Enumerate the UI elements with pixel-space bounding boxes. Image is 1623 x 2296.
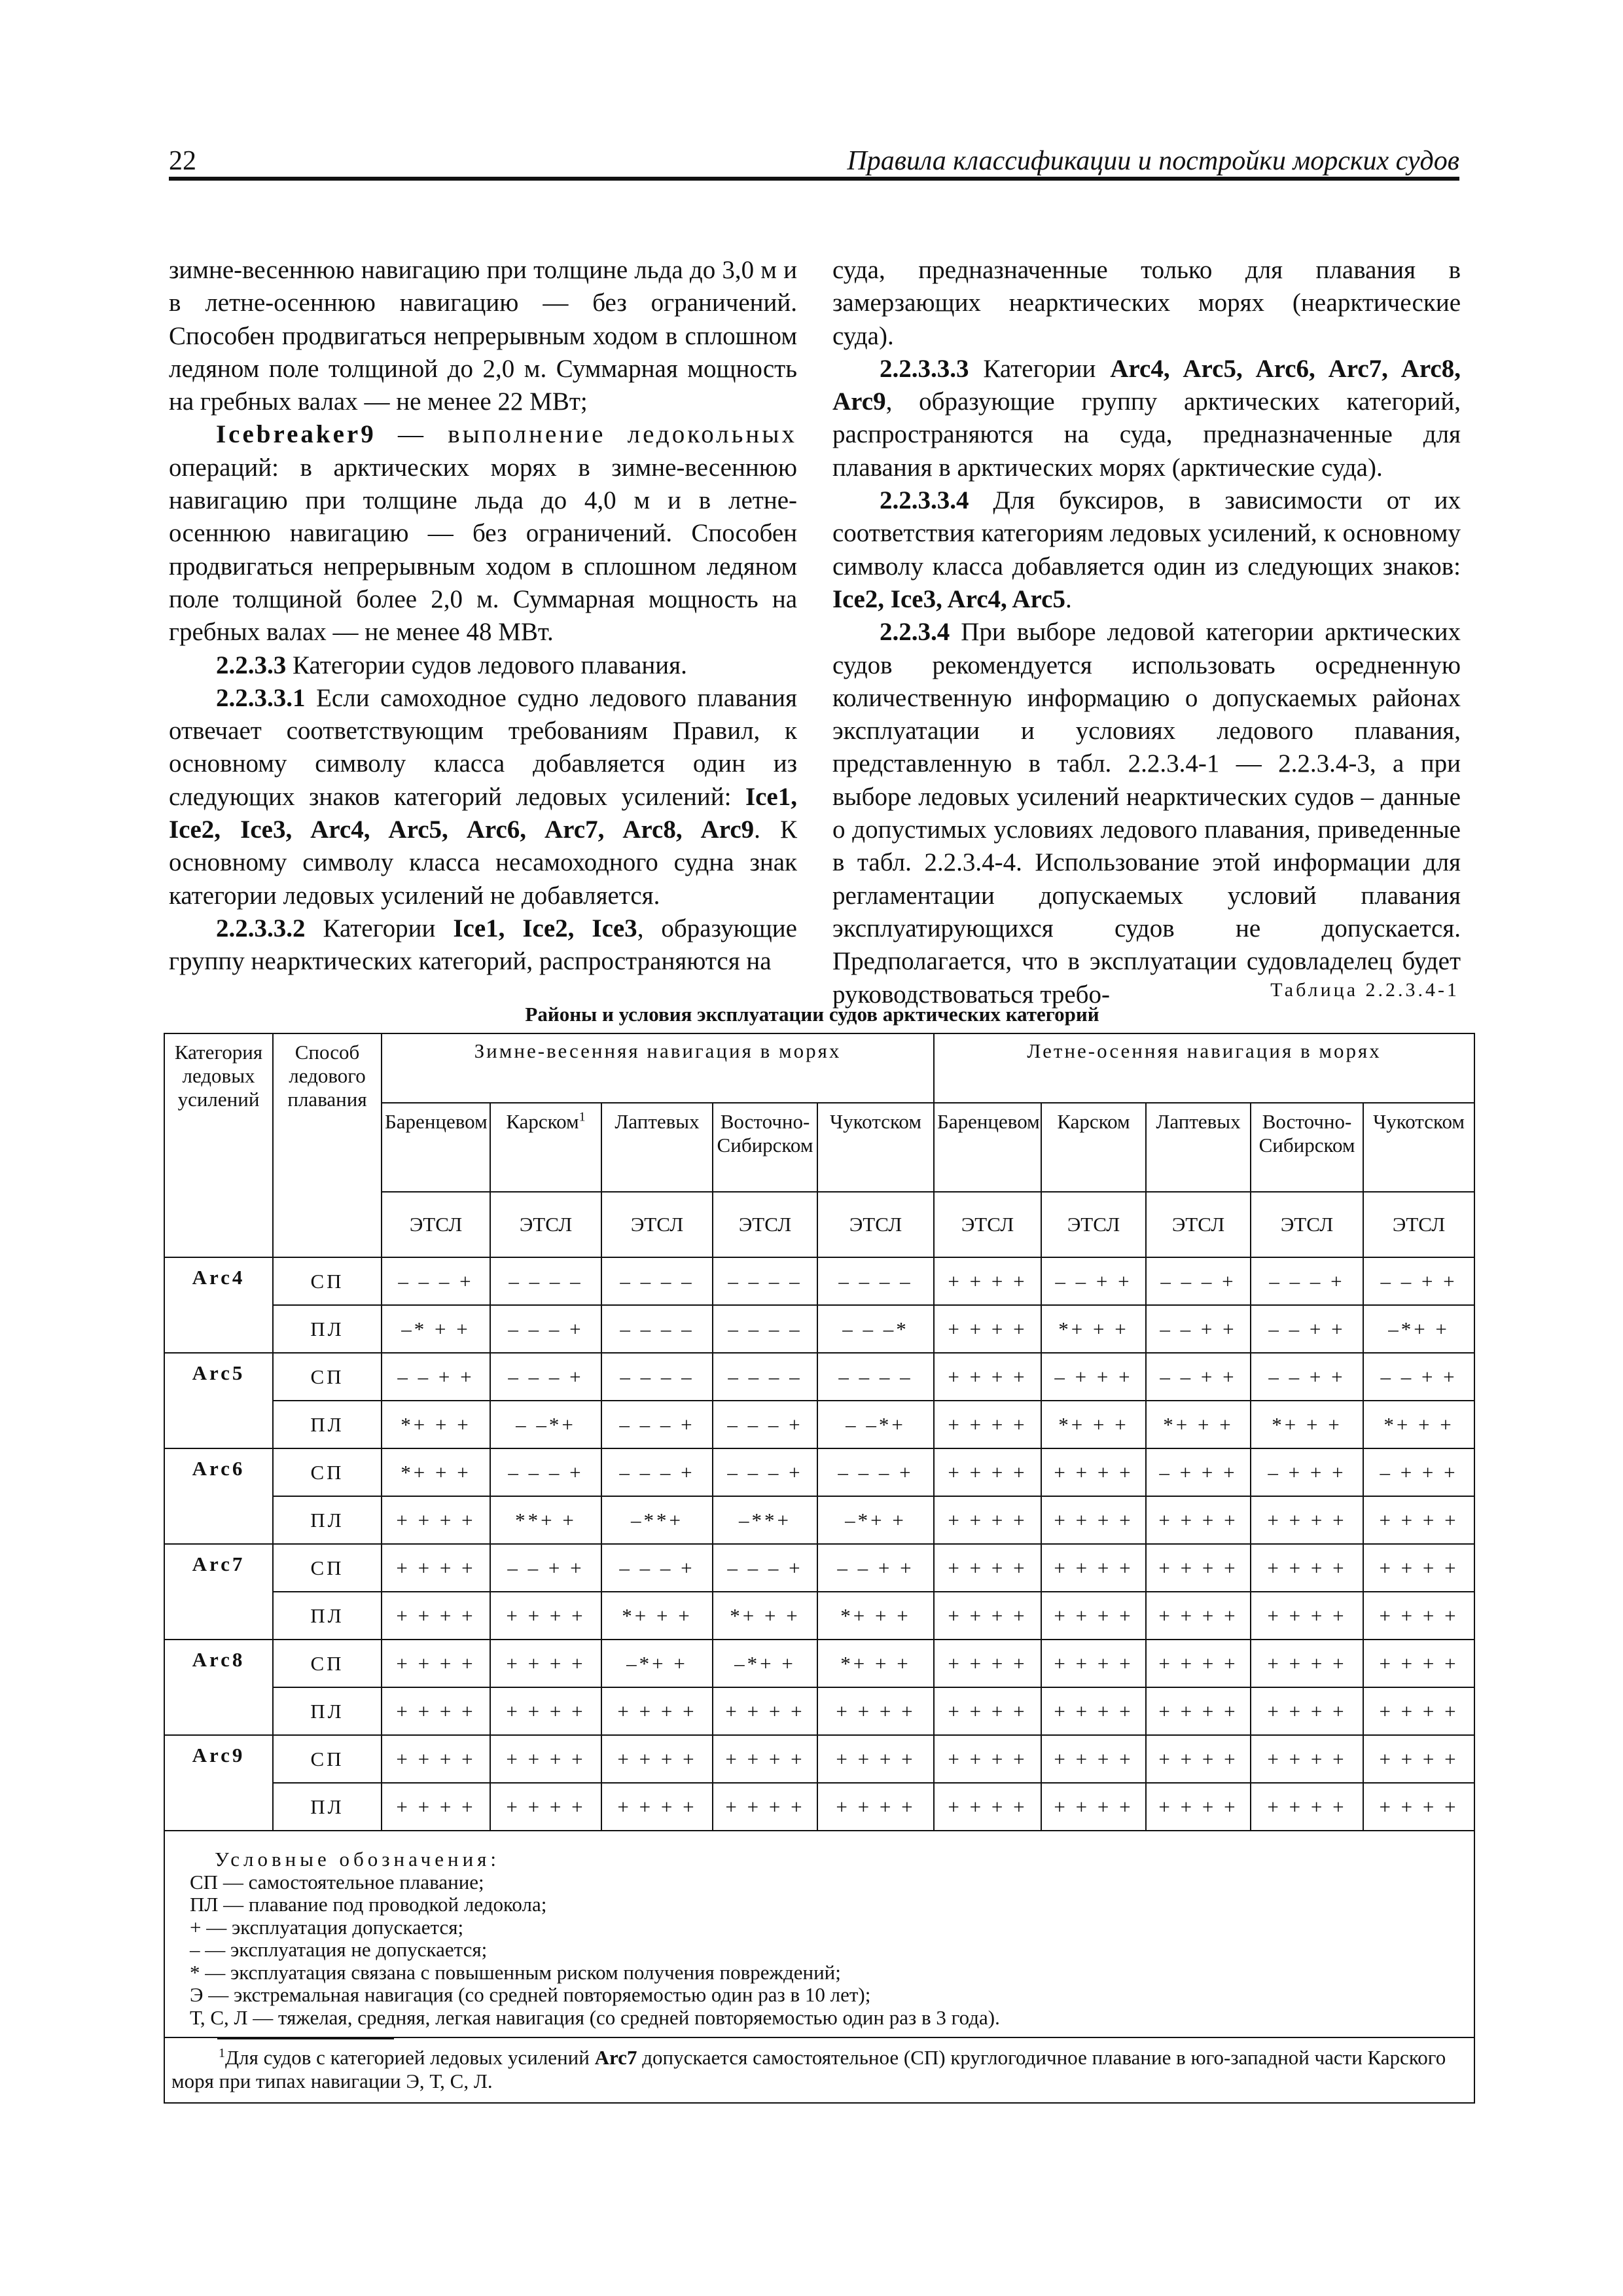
value-cell: *+ + +: [713, 1592, 817, 1640]
value-cell: + + + +: [934, 1783, 1041, 1831]
value-cell: – – – +: [817, 1448, 934, 1496]
value-cell: **+ +: [490, 1496, 601, 1544]
value-cell: *+ + +: [382, 1448, 490, 1496]
sea-name: Восточно-Сибирском: [717, 1110, 813, 1157]
paragraph-text: . К основному символу класса несамоходного судна знак категории ледовых усилений не добавляется.: [169, 816, 797, 910]
value-cell: –* + +: [382, 1305, 490, 1353]
value-cell: + + + +: [1251, 1783, 1363, 1831]
value-cell: *+ + +: [1363, 1401, 1474, 1448]
value-cell: – – – –: [490, 1257, 601, 1305]
legend-item: СП — самостоятельное плавание;: [190, 1870, 484, 1893]
sea-name: Баренцевом: [937, 1110, 1040, 1133]
value-cell: + + + +: [1363, 1592, 1474, 1640]
value-cell: – – + +: [1251, 1305, 1363, 1353]
value-cell: + + + +: [817, 1783, 934, 1831]
value-cell: – – – –: [817, 1353, 934, 1401]
footnote-category: Arc7: [594, 2046, 637, 2069]
method-cell: СП: [273, 1257, 382, 1305]
nav-type-cell: ЭТСЛ: [382, 1192, 490, 1257]
sea-name: Карском: [506, 1110, 579, 1133]
value-cell: + + + +: [817, 1687, 934, 1735]
value-cell: + + + +: [934, 1544, 1041, 1592]
table-row: [164, 1687, 1474, 1735]
section-number: 2.2.3.4: [880, 618, 950, 647]
paragraph-2-2-3-3-1: [169, 682, 797, 912]
value-cell: + + + +: [1251, 1735, 1363, 1783]
category-cell: Arc8: [164, 1640, 273, 1735]
value-cell: + + + +: [1363, 1687, 1474, 1735]
value-cell: + + + +: [1363, 1496, 1474, 1544]
paragraph: зимне-весеннюю навигацию при толщине льда до 3,0 м и в летне-осеннюю навигацию — без ограничений. Способен продвигаться непрерывным ходом в сплошном ледяном поле толщиной до 2,0 м. Суммарная мощность на гребных валах — не менее 22 МВт;: [169, 256, 797, 416]
value-cell: + + + +: [490, 1687, 601, 1735]
value-cell: – – – –: [817, 1257, 934, 1305]
sea-header-cell: [817, 1103, 934, 1192]
value-cell: – – – –: [601, 1305, 713, 1353]
value-cell: + + + +: [1041, 1448, 1146, 1496]
section-number: 2.2.3.3.2: [216, 914, 306, 942]
value-cell: –**+: [601, 1496, 713, 1544]
sea-header-cell: [934, 1103, 1041, 1192]
value-cell: *+ + +: [1041, 1305, 1146, 1353]
sea-header-cell: [1363, 1103, 1474, 1192]
value-cell: – – + +: [1363, 1353, 1474, 1401]
table-title: Районы и условия эксплуатации судов арктических категорий: [525, 1003, 1099, 1026]
method-cell: СП: [273, 1544, 382, 1592]
section-number: 2.2.3.3.4: [880, 486, 969, 515]
method-cell: ПЛ: [273, 1592, 382, 1640]
nav-type-cell: ЭТСЛ: [1041, 1192, 1146, 1257]
value-cell: – – – +: [713, 1448, 817, 1496]
sea-header-cell: [601, 1103, 713, 1192]
category-list: Ice1, Ice2, Ice3: [453, 914, 637, 942]
value-cell: *+ + +: [1041, 1401, 1146, 1448]
value-cell: + + + +: [817, 1735, 934, 1783]
value-cell: + + + +: [1251, 1640, 1363, 1687]
paragraph-icebreaker9: [169, 418, 797, 649]
section-number: 2.2.3.3.3: [880, 354, 969, 383]
method-cell: СП: [273, 1353, 382, 1401]
header-summer-navigation: Летне-осенняя навигация в морях: [934, 1033, 1474, 1103]
legend-item: * — эксплуатация связана с повышенным риском получения повреждений;: [190, 1960, 841, 1984]
value-cell: – – + +: [1363, 1257, 1474, 1305]
footnote-rule: [217, 2038, 394, 2039]
value-cell: + + + +: [1041, 1735, 1146, 1783]
table-row: [164, 1305, 1474, 1353]
value-cell: *+ + +: [1251, 1401, 1363, 1448]
method-cell: СП: [273, 1448, 382, 1496]
value-cell: – – – –: [601, 1257, 713, 1305]
paragraph-text: .: [1065, 584, 1072, 613]
value-cell: – – – +: [490, 1448, 601, 1496]
table-row: [164, 1353, 1474, 1401]
table-row: [164, 1401, 1474, 1448]
value-cell: + + + +: [1146, 1735, 1251, 1783]
value-cell: + + + +: [382, 1544, 490, 1592]
nav-type-cell: ЭТСЛ: [1363, 1192, 1474, 1257]
value-cell: + + + +: [490, 1783, 601, 1831]
value-cell: – – – +: [601, 1544, 713, 1592]
paragraph-text: , образующие группу неарктических категорий, распространяются на: [169, 914, 797, 976]
sea-header-cell: [1041, 1103, 1146, 1192]
value-cell: + + + +: [490, 1640, 601, 1687]
value-cell: *+ + +: [817, 1592, 934, 1640]
table-row: [164, 1544, 1474, 1592]
table-row: [164, 1735, 1474, 1783]
value-cell: –*+ +: [817, 1496, 934, 1544]
header-winter-navigation: Зимне-весенняя навигация в морях: [382, 1033, 934, 1103]
value-cell: + + + +: [934, 1353, 1041, 1401]
value-cell: + + + +: [382, 1735, 490, 1783]
legend-row: [164, 1831, 1474, 2037]
value-cell: – – + +: [1251, 1353, 1363, 1401]
category-cell: Arc7: [164, 1544, 273, 1640]
method-cell: СП: [273, 1640, 382, 1687]
sea-name: Лаптевых: [615, 1110, 700, 1133]
nav-type-cell: ЭТСЛ: [490, 1192, 601, 1257]
value-cell: + + + +: [934, 1305, 1041, 1353]
legend-item: – — эксплуатация не допускается;: [190, 1938, 488, 1961]
value-cell: + + + +: [1363, 1783, 1474, 1831]
value-cell: –*+ +: [1363, 1305, 1474, 1353]
header-category: Категория ледовых усилений: [164, 1033, 273, 1257]
value-cell: – – – +: [490, 1305, 601, 1353]
table-row: [164, 1640, 1474, 1687]
value-cell: – – –*: [817, 1305, 934, 1353]
sea-name: Чукотском: [830, 1110, 921, 1133]
method-cell: ПЛ: [273, 1305, 382, 1353]
value-cell: *+ + +: [1146, 1401, 1251, 1448]
paragraph-2-2-3-3-3: [832, 353, 1461, 484]
nav-type-cell: ЭТСЛ: [934, 1192, 1041, 1257]
value-cell: – – – –: [601, 1353, 713, 1401]
value-cell: + + + +: [1041, 1640, 1146, 1687]
value-cell: + + + +: [934, 1640, 1041, 1687]
value-cell: –*+ +: [713, 1640, 817, 1687]
value-cell: + + + +: [1251, 1592, 1363, 1640]
sea-name: Лаптевых: [1156, 1110, 1241, 1133]
method-cell: ПЛ: [273, 1496, 382, 1544]
table-row: [164, 1257, 1474, 1305]
value-cell: – – + +: [1041, 1257, 1146, 1305]
ice-class-table: [164, 1033, 1475, 2104]
paragraph-text: операций: в арктических морях в зимне-весеннюю навигацию при толщине льда до 4,0 м и в летне-осеннюю навигацию — без ограничений. Способен продвигаться непрерывным ходом в сплошном ледяном поле толщиной более 2,0 м. Суммарная мощность на гребных валах — не менее 48 МВт.: [169, 453, 797, 647]
value-cell: + + + +: [934, 1735, 1041, 1783]
method-cell: ПЛ: [273, 1783, 382, 1831]
value-cell: + + + +: [382, 1687, 490, 1735]
value-cell: – – – +: [713, 1544, 817, 1592]
sea-name: Баренцевом: [385, 1110, 488, 1133]
value-cell: – – – +: [601, 1448, 713, 1496]
value-cell: + + + +: [713, 1687, 817, 1735]
table-header-row: [164, 1033, 1474, 1103]
value-cell: + + + +: [1041, 1592, 1146, 1640]
value-cell: – –*+: [817, 1401, 934, 1448]
paragraph-2-2-3-3-4: [832, 484, 1461, 616]
paragraph-text: Если самоходное судно ледового плавания отвечает соответствующим требованиям Правил, к основному символу класса добавляется один из следующих знаков категорий ледовых усилений:: [169, 683, 797, 811]
footnote-mark: 1: [579, 1109, 586, 1124]
method-cell: ПЛ: [273, 1687, 382, 1735]
category-list: Ice2, Ice3, Arc4, Arc5: [832, 584, 1065, 613]
sea-name: Чукотском: [1373, 1110, 1465, 1133]
paragraph-text: — выполнение ледокольных: [376, 420, 797, 449]
value-cell: + + + +: [713, 1783, 817, 1831]
paragraph: суда, предназначенные только для плавания в замерзающих неарктических морях (неарктические суда).: [832, 256, 1461, 350]
paragraph-2-2-3-3: [169, 649, 797, 682]
category-list: Ice1, Ice2, Ice3, Arc4, Arc5, Arc6, Arc7, Arc8, Arc9: [169, 782, 797, 844]
value-cell: – –*+: [490, 1401, 601, 1448]
value-cell: – – – +: [713, 1401, 817, 1448]
value-cell: + + + +: [1041, 1496, 1146, 1544]
left-column: [169, 254, 797, 978]
section-number: 2.2.3.3: [216, 651, 287, 679]
legend-item: Т, С, Л — тяжелая, средняя, легкая навигация (со средней повторяемостью один раз в 3 года).: [190, 2005, 1000, 2029]
table-body: [164, 1033, 1474, 2103]
value-cell: – – + +: [1146, 1353, 1251, 1401]
value-cell: – – – –: [713, 1257, 817, 1305]
sea-header-cell: [713, 1103, 817, 1192]
category-cell: Arc6: [164, 1448, 273, 1544]
value-cell: + + + +: [1251, 1496, 1363, 1544]
value-cell: – – + +: [1146, 1305, 1251, 1353]
value-cell: – + + +: [1363, 1448, 1474, 1496]
value-cell: + + + +: [1363, 1735, 1474, 1783]
paragraph-text: Для буксиров, в зависимости от их соответствия категориям ледовых усилений, к основному символу класса добавляется один из следующих знаков:: [832, 486, 1461, 581]
legend-item: + — эксплуатация допускается;: [190, 1915, 464, 1939]
method-cell: ПЛ: [273, 1401, 382, 1448]
value-cell: + + + +: [1146, 1496, 1251, 1544]
method-cell: СП: [273, 1735, 382, 1783]
category-cell: Arc5: [164, 1353, 273, 1448]
sea-header-cell: [490, 1103, 601, 1192]
right-column: [832, 254, 1461, 1011]
sea-name: Восточно-Сибирском: [1258, 1110, 1355, 1157]
legend-title: Условные обозначения:: [215, 1848, 501, 1871]
value-cell: –**+: [713, 1496, 817, 1544]
paragraph-2-2-3-4: [832, 616, 1461, 1011]
footnote-cell: [164, 2037, 1474, 2103]
running-title: Правила классификации и постройки морских судов: [847, 146, 1459, 176]
paragraph-text: При выборе ледовой категории арктических судов рекомендуется использовать осредненную количественную информацию о допускаемых районах эксплуатации и условиях ледового плавания, представленную в табл. 2.2.3.4-1 — 2.2.3.4-3, а при выборе ледовых усилений неарктических судов – данные о допустимых условиях ледового плавания, приведенные в табл. 2.2.3.4-4. Использование этой информации для регламентации допускаемых условий плавания эксплуатирующихся судов не допускается. Предполагается, что в эксплуатации судовладелец будет руководствоваться требо-: [832, 618, 1461, 1009]
paragraph-2-2-3-3-2: [169, 912, 797, 978]
value-cell: + + + +: [713, 1735, 817, 1783]
value-cell: – – + +: [382, 1353, 490, 1401]
value-cell: – – – –: [713, 1305, 817, 1353]
value-cell: *+ + +: [601, 1592, 713, 1640]
value-cell: – – – +: [601, 1401, 713, 1448]
table-row: [164, 1496, 1474, 1544]
value-cell: + + + +: [601, 1735, 713, 1783]
sea-name: Карском: [1057, 1110, 1130, 1133]
value-cell: + + + +: [1041, 1687, 1146, 1735]
value-cell: + + + +: [601, 1687, 713, 1735]
value-cell: –*+ +: [601, 1640, 713, 1687]
value-cell: – + + +: [1251, 1448, 1363, 1496]
value-cell: – – – +: [382, 1257, 490, 1305]
section-number: 2.2.3.3.1: [216, 683, 306, 712]
table-row: [164, 1448, 1474, 1496]
value-cell: + + + +: [1146, 1640, 1251, 1687]
page-number: 22: [169, 146, 196, 176]
value-cell: + + + +: [382, 1496, 490, 1544]
value-cell: + + + +: [934, 1687, 1041, 1735]
value-cell: + + + +: [1251, 1544, 1363, 1592]
value-cell: + + + +: [490, 1592, 601, 1640]
value-cell: – – – +: [1146, 1257, 1251, 1305]
value-cell: + + + +: [382, 1640, 490, 1687]
footnote-text: допускается самостоятельное (СП) круглогодичное плавание в юго-западной части Карского моря при типах навигации Э, Т, С, Л.: [171, 2046, 1446, 2092]
sea-header-cell: [382, 1103, 490, 1192]
value-cell: + + + +: [1146, 1592, 1251, 1640]
value-cell: – – – –: [713, 1353, 817, 1401]
value-cell: – + + +: [1146, 1448, 1251, 1496]
header-method: Способ ледового плавания: [273, 1033, 382, 1257]
value-cell: + + + +: [1363, 1544, 1474, 1592]
footnote-row: [164, 2037, 1474, 2103]
nav-type-cell: ЭТСЛ: [817, 1192, 934, 1257]
nav-type-cell: ЭТСЛ: [601, 1192, 713, 1257]
value-cell: + + + +: [934, 1257, 1041, 1305]
value-cell: – – – +: [490, 1353, 601, 1401]
value-cell: + + + +: [934, 1401, 1041, 1448]
value-cell: + + + +: [490, 1735, 601, 1783]
value-cell: + + + +: [1146, 1783, 1251, 1831]
legend-cell: [164, 1831, 1474, 2037]
value-cell: + + + +: [1251, 1687, 1363, 1735]
value-cell: + + + +: [934, 1496, 1041, 1544]
table-row: [164, 1592, 1474, 1640]
value-cell: + + + +: [1146, 1687, 1251, 1735]
term-icebreaker9: Icebreaker9: [216, 420, 376, 449]
footnote-mark: 1: [219, 2045, 225, 2060]
value-cell: + + + +: [1041, 1783, 1146, 1831]
value-cell: *+ + +: [382, 1401, 490, 1448]
category-list: Arc4, Arc5, Arc6, Arc7, Arc8, Arc9: [832, 354, 1461, 416]
paragraph-text: , образующие группу арктических категорий, распространяются на суда, предназначенные для плавания в арктических морях (арктические суда).: [832, 387, 1461, 482]
paragraph-text: Категории судов ледового плавания.: [286, 651, 687, 679]
value-cell: + + + +: [382, 1592, 490, 1640]
nav-type-cell: ЭТСЛ: [1146, 1192, 1251, 1257]
value-cell: + + + +: [1041, 1544, 1146, 1592]
nav-type-cell: ЭТСЛ: [1251, 1192, 1363, 1257]
value-cell: + + + +: [382, 1783, 490, 1831]
value-cell: + + + +: [1363, 1640, 1474, 1687]
legend-item: Э — экстремальная навигация (со средней повторяемостью один раз в 10 лет);: [190, 1983, 871, 2006]
footnote-text: Для судов с категорией ледовых усилений: [225, 2046, 595, 2069]
sea-header-cell: [1251, 1103, 1363, 1192]
legend-item: ПЛ — плавание под проводкой ледокола;: [190, 1893, 547, 1916]
value-cell: + + + +: [934, 1448, 1041, 1496]
nav-type-cell: ЭТСЛ: [713, 1192, 817, 1257]
header-rule: [169, 177, 1459, 181]
paragraph-text: Категории: [305, 914, 454, 942]
value-cell: + + + +: [934, 1592, 1041, 1640]
value-cell: + + + +: [1146, 1544, 1251, 1592]
paragraph-text: Категории: [969, 354, 1111, 383]
table-label: Таблица 2.2.3.4-1: [1270, 979, 1459, 1001]
table-row: [164, 1783, 1474, 1831]
value-cell: – – + +: [490, 1544, 601, 1592]
value-cell: – – + +: [817, 1544, 934, 1592]
category-cell: Arc4: [164, 1257, 273, 1353]
sea-header-cell: [1146, 1103, 1251, 1192]
value-cell: – + + +: [1041, 1353, 1146, 1401]
category-cell: Arc9: [164, 1735, 273, 1831]
value-cell: – – – +: [1251, 1257, 1363, 1305]
value-cell: *+ + +: [817, 1640, 934, 1687]
value-cell: + + + +: [601, 1783, 713, 1831]
